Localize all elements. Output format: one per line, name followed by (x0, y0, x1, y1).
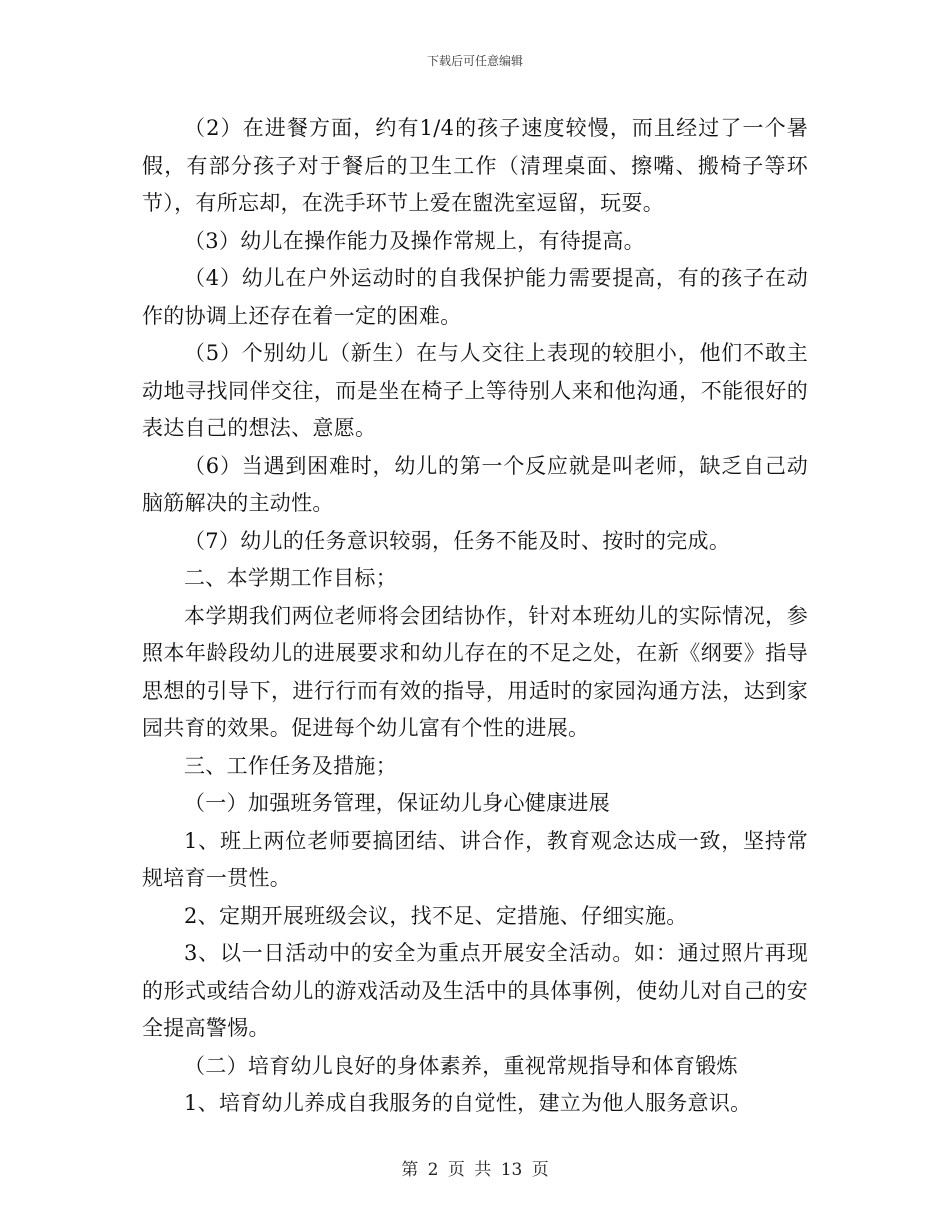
paragraph-problem-solving: （6）当遇到困难时，幼儿的第一个反应就是叫老师，缺乏自己动脑筋解决的主动性。 (142, 453, 808, 515)
paragraph-self-service: 1、培育幼儿养成自我服务的自觉性，建立为他人服务意识。 (184, 1091, 752, 1115)
paragraph-safety-activities: 3、以一日活动中的安全为重点开展安全活动。如：通过照片再现的形式或结合幼儿的游戏活动及生活中的具体事例，使幼儿对自己的安全提高警惕。 (142, 941, 808, 1040)
paragraph-class-meetings: 2、定期开展班级会议，找不足、定措施、仔细实施。 (184, 903, 688, 928)
paragraph-operation-ability: （3）幼儿在操作能力及操作常规上，有待提高。 (184, 228, 645, 253)
section-heading-tasks: 三、工作任务及措施； (184, 753, 397, 778)
paragraph-teacher-cooperation: 1、班上两位老师要搞团结、讲合作，教育观念达成一致，坚持常规培育一贯性。 (142, 828, 808, 890)
paragraph-task-awareness: （7）幼儿的任务意识较弱，任务不能及时、按时的完成。 (184, 528, 731, 553)
section-heading-goals: 二、本学期工作目标； (184, 566, 397, 590)
document-body (142, 110, 808, 1123)
page-footer: 第 2 页 共 13 页 (401, 1160, 549, 1180)
paragraph-semester-goals: 本学期我们两位老师将会团结协作，针对本班幼儿的实际情况，参照本年龄段幼儿的进展要求和幼儿存在的不足之处，在新《纲要》指导思想的引导下，进行行而有效的指导，用适时的家园沟通方法，达到家园共育的效果。促进每个幼儿富有个性的进展。 (142, 603, 808, 740)
subsection-heading-class-management: （一）加强班务管理，保证幼儿身心健康进展 (184, 791, 610, 815)
paragraph-outdoor-safety: （4）幼儿在户外运动时的自我保护能力需要提高，有的孩子在动作的协调上还存在着一定的困难。 (142, 266, 808, 328)
page-header: 下载后可任意编辑 (426, 54, 523, 68)
paragraph-social-interaction: （5）个别幼儿（新生）在与人交往上表现的较胆小，他们不敢主动地寻找同伴交往，而是坐在椅子上等待别人来和他沟通，不能很好的表达自己的想法、意愿。 (142, 341, 808, 440)
subsection-heading-physical-quality: （二）培育幼儿良好的身体素养，重视常规指导和体育锻炼 (184, 1053, 738, 1078)
paragraph-dining: （2）在进餐方面，约有1/4的孩子速度较慢，而且经过了一个暑假，有部分孩子对于餐后的卫生工作（清理桌面、擦嘴、搬椅子等环节），有所忘却，在洗手环节上爱在盥洗室逗留，玩耍。 (142, 116, 808, 215)
